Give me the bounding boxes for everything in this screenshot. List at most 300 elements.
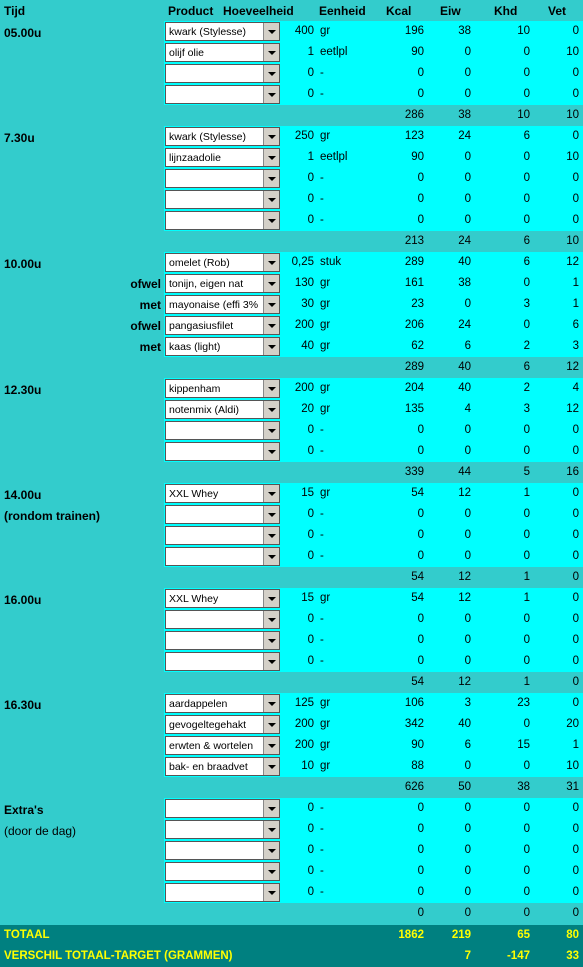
quantity-cell[interactable]: 1 bbox=[307, 46, 314, 58]
time-label: 16.00u bbox=[4, 593, 42, 607]
product-dropdown[interactable] bbox=[165, 337, 280, 356]
kcal-cell: 0 bbox=[417, 67, 424, 79]
khd-cell: 0 bbox=[523, 88, 530, 100]
kcal-cell: 90 bbox=[411, 151, 424, 163]
time-label: 05.00u bbox=[4, 26, 42, 40]
header-khd: Khd bbox=[494, 4, 518, 18]
sum-eiw: 12 bbox=[458, 571, 471, 583]
eiw-cell: 0 bbox=[464, 151, 471, 163]
unit-cell[interactable]: - bbox=[320, 886, 324, 898]
sum-vet: 31 bbox=[566, 781, 579, 793]
khd-cell: 0 bbox=[523, 760, 530, 772]
product-dropdown[interactable] bbox=[165, 862, 280, 881]
block-sum-row bbox=[0, 357, 583, 378]
kcal-cell: 0 bbox=[417, 844, 424, 856]
eiw-cell: 0 bbox=[464, 550, 471, 562]
sum-khd: 0 bbox=[523, 907, 530, 919]
product-dropdown[interactable] bbox=[165, 505, 280, 524]
chevron-down-icon[interactable] bbox=[263, 317, 279, 334]
vet-cell: 0 bbox=[572, 424, 579, 436]
unit-cell[interactable]: eetlpl bbox=[320, 151, 348, 163]
chevron-down-icon[interactable] bbox=[263, 443, 279, 460]
vet-cell: 0 bbox=[572, 508, 579, 520]
chevron-down-icon[interactable] bbox=[263, 716, 279, 733]
sum-kcal: 54 bbox=[411, 676, 424, 688]
unit-cell[interactable]: - bbox=[320, 172, 324, 184]
chevron-down-icon[interactable] bbox=[263, 380, 279, 397]
vet-cell: 0 bbox=[572, 214, 579, 226]
quantity-cell[interactable]: 20 bbox=[301, 403, 314, 415]
totaal-eiw: 219 bbox=[451, 929, 471, 941]
unit-cell[interactable]: gr bbox=[320, 25, 331, 37]
sum-khd: 38 bbox=[517, 781, 530, 793]
khd-cell: 3 bbox=[523, 403, 530, 415]
sum-vet: 10 bbox=[566, 109, 579, 121]
sum-khd: 1 bbox=[523, 571, 530, 583]
khd-cell: 10 bbox=[517, 25, 530, 37]
unit-cell[interactable]: gr bbox=[320, 319, 331, 331]
quantity-cell[interactable]: 0 bbox=[307, 613, 314, 625]
vet-cell: 0 bbox=[572, 802, 579, 814]
unit-cell[interactable]: gr bbox=[320, 718, 331, 730]
unit-cell[interactable]: - bbox=[320, 655, 324, 667]
product-dropdown[interactable] bbox=[165, 736, 280, 755]
chevron-down-icon[interactable] bbox=[263, 422, 279, 439]
vet-cell: 0 bbox=[572, 193, 579, 205]
unit-cell[interactable]: - bbox=[320, 823, 324, 835]
food-row bbox=[0, 189, 583, 210]
food-row bbox=[0, 609, 583, 630]
food-row bbox=[0, 21, 583, 42]
khd-cell: 0 bbox=[523, 46, 530, 58]
vet-cell: 4 bbox=[572, 382, 579, 394]
chevron-down-icon[interactable] bbox=[263, 758, 279, 775]
totaal-vet: 80 bbox=[566, 929, 579, 941]
khd-cell: 0 bbox=[523, 529, 530, 541]
product-dropdown[interactable] bbox=[165, 715, 280, 734]
vet-cell: 12 bbox=[566, 256, 579, 268]
food-row bbox=[0, 336, 583, 357]
kcal-cell: 90 bbox=[411, 46, 424, 58]
product-dropdown[interactable] bbox=[165, 694, 280, 713]
khd-cell: 0 bbox=[523, 844, 530, 856]
header-eiw: Eiw bbox=[440, 4, 461, 18]
product-dropdown[interactable] bbox=[165, 274, 280, 293]
quantity-cell[interactable]: 250 bbox=[294, 130, 314, 142]
food-row bbox=[0, 168, 583, 189]
food-row bbox=[0, 714, 583, 735]
product-dropdown[interactable] bbox=[165, 484, 280, 503]
kcal-cell: 54 bbox=[411, 592, 424, 604]
food-row bbox=[0, 315, 583, 336]
product-dropdown[interactable] bbox=[165, 169, 280, 188]
chevron-down-icon[interactable] bbox=[263, 506, 279, 523]
product-dropdown[interactable] bbox=[165, 127, 280, 146]
product-value: gevogeltegehakt bbox=[169, 719, 247, 731]
quantity-cell[interactable]: 0 bbox=[307, 865, 314, 877]
sum-eiw: 24 bbox=[458, 235, 471, 247]
quantity-cell[interactable]: 0 bbox=[307, 655, 314, 667]
product-dropdown[interactable] bbox=[165, 757, 280, 776]
eiw-cell: 0 bbox=[464, 844, 471, 856]
chevron-down-icon[interactable] bbox=[263, 212, 279, 229]
chevron-down-icon[interactable] bbox=[263, 149, 279, 166]
vet-cell: 10 bbox=[566, 46, 579, 58]
khd-cell: 3 bbox=[523, 298, 530, 310]
food-row bbox=[0, 840, 583, 861]
eiw-cell: 0 bbox=[464, 46, 471, 58]
quantity-cell[interactable]: 0 bbox=[307, 529, 314, 541]
kcal-cell: 0 bbox=[417, 613, 424, 625]
product-dropdown[interactable] bbox=[165, 316, 280, 335]
quantity-cell[interactable]: 400 bbox=[294, 25, 314, 37]
block-sum-row bbox=[0, 462, 583, 483]
product-dropdown[interactable] bbox=[165, 253, 280, 272]
header-vet: Vet bbox=[548, 4, 567, 18]
food-row bbox=[0, 735, 583, 756]
khd-cell: 1 bbox=[523, 592, 530, 604]
chevron-down-icon[interactable] bbox=[263, 821, 279, 838]
eiw-cell: 0 bbox=[464, 865, 471, 877]
vet-cell: 10 bbox=[566, 760, 579, 772]
product-value: omelet (Rob) bbox=[169, 257, 230, 269]
eiw-cell: 0 bbox=[464, 613, 471, 625]
unit-cell[interactable]: eetlpl bbox=[320, 46, 348, 58]
chevron-down-icon[interactable] bbox=[263, 485, 279, 502]
quantity-cell[interactable]: 0 bbox=[307, 823, 314, 835]
unit-cell[interactable]: gr bbox=[320, 739, 331, 751]
sum-kcal: 54 bbox=[411, 571, 424, 583]
chevron-down-icon[interactable] bbox=[263, 590, 279, 607]
product-dropdown[interactable] bbox=[165, 526, 280, 545]
product-value: kaas (light) bbox=[169, 341, 221, 353]
product-value: kippenham bbox=[169, 383, 221, 395]
product-dropdown[interactable] bbox=[165, 589, 280, 608]
unit-cell[interactable]: - bbox=[320, 214, 324, 226]
unit-cell[interactable]: - bbox=[320, 445, 324, 457]
eiw-cell: 6 bbox=[464, 340, 471, 352]
block-sum-row bbox=[0, 672, 583, 693]
product-dropdown[interactable] bbox=[165, 799, 280, 818]
unit-cell[interactable]: gr bbox=[320, 760, 331, 772]
unit-cell[interactable]: gr bbox=[320, 592, 331, 604]
unit-cell[interactable]: gr bbox=[320, 277, 331, 289]
chevron-down-icon[interactable] bbox=[263, 611, 279, 628]
unit-cell[interactable]: gr bbox=[320, 403, 331, 415]
vet-cell: 0 bbox=[572, 67, 579, 79]
eiw-cell: 3 bbox=[464, 697, 471, 709]
sum-khd: 10 bbox=[517, 109, 530, 121]
unit-cell[interactable]: - bbox=[320, 88, 324, 100]
chevron-down-icon[interactable] bbox=[263, 128, 279, 145]
quantity-cell[interactable]: 1 bbox=[307, 151, 314, 163]
product-dropdown[interactable] bbox=[165, 400, 280, 419]
chevron-down-icon[interactable] bbox=[263, 44, 279, 61]
khd-cell: 2 bbox=[523, 340, 530, 352]
eiw-cell: 40 bbox=[458, 718, 471, 730]
food-row bbox=[0, 378, 583, 399]
quantity-cell[interactable]: 0 bbox=[307, 802, 314, 814]
quantity-cell[interactable]: 200 bbox=[294, 319, 314, 331]
sum-kcal: 213 bbox=[404, 235, 424, 247]
quantity-cell[interactable]: 0 bbox=[307, 550, 314, 562]
eiw-cell: 38 bbox=[458, 277, 471, 289]
column-header-row bbox=[0, 0, 583, 21]
kcal-cell: 0 bbox=[417, 529, 424, 541]
kcal-cell: 54 bbox=[411, 487, 424, 499]
eiw-cell: 40 bbox=[458, 256, 471, 268]
chevron-down-icon[interactable] bbox=[263, 800, 279, 817]
quantity-cell[interactable]: 200 bbox=[294, 739, 314, 751]
chevron-down-icon[interactable] bbox=[263, 632, 279, 649]
header-eenheid: Eenheid bbox=[319, 4, 366, 18]
sum-khd: 6 bbox=[523, 361, 530, 373]
unit-cell[interactable]: - bbox=[320, 844, 324, 856]
eiw-cell: 0 bbox=[464, 634, 471, 646]
vet-cell: 0 bbox=[572, 550, 579, 562]
unit-cell[interactable]: gr bbox=[320, 382, 331, 394]
header-kcal: Kcal bbox=[386, 4, 412, 18]
food-row bbox=[0, 861, 583, 882]
quantity-cell[interactable]: 0 bbox=[307, 844, 314, 856]
quantity-cell[interactable]: 0 bbox=[307, 886, 314, 898]
unit-cell[interactable]: - bbox=[320, 508, 324, 520]
sum-vet: 12 bbox=[566, 361, 579, 373]
eiw-cell: 0 bbox=[464, 424, 471, 436]
product-dropdown[interactable] bbox=[165, 841, 280, 860]
sum-vet: 0 bbox=[572, 676, 579, 688]
product-dropdown[interactable] bbox=[165, 379, 280, 398]
time-label: Extra's bbox=[4, 803, 44, 817]
unit-cell[interactable]: - bbox=[320, 550, 324, 562]
product-dropdown[interactable] bbox=[165, 85, 280, 104]
vet-cell: 0 bbox=[572, 886, 579, 898]
sum-vet: 16 bbox=[566, 466, 579, 478]
header-hoeveelheid: Hoeveelheid bbox=[223, 4, 294, 18]
kcal-cell: 342 bbox=[404, 718, 424, 730]
quantity-cell[interactable]: 0 bbox=[307, 88, 314, 100]
kcal-cell: 90 bbox=[411, 739, 424, 751]
quantity-cell[interactable]: 200 bbox=[294, 382, 314, 394]
unit-cell[interactable]: - bbox=[320, 865, 324, 877]
quantity-cell[interactable]: 15 bbox=[301, 592, 314, 604]
sum-khd: 6 bbox=[523, 235, 530, 247]
vet-cell: 0 bbox=[572, 697, 579, 709]
quantity-cell[interactable]: 0 bbox=[307, 193, 314, 205]
khd-cell: 0 bbox=[523, 214, 530, 226]
unit-cell[interactable]: - bbox=[320, 193, 324, 205]
chevron-down-icon[interactable] bbox=[263, 653, 279, 670]
unit-cell[interactable]: - bbox=[320, 634, 324, 646]
sum-vet: 0 bbox=[572, 571, 579, 583]
quantity-cell[interactable]: 0 bbox=[307, 445, 314, 457]
chevron-down-icon[interactable] bbox=[263, 23, 279, 40]
vet-cell: 0 bbox=[572, 613, 579, 625]
sum-vet: 10 bbox=[566, 235, 579, 247]
unit-cell[interactable]: - bbox=[320, 67, 324, 79]
vet-cell: 0 bbox=[572, 88, 579, 100]
food-row bbox=[0, 147, 583, 168]
chevron-down-icon[interactable] bbox=[263, 191, 279, 208]
quantity-cell[interactable]: 0 bbox=[307, 214, 314, 226]
vet-cell: 0 bbox=[572, 25, 579, 37]
khd-cell: 0 bbox=[523, 151, 530, 163]
unit-cell[interactable]: gr bbox=[320, 298, 331, 310]
eiw-cell: 0 bbox=[464, 193, 471, 205]
product-dropdown[interactable] bbox=[165, 820, 280, 839]
product-dropdown[interactable] bbox=[165, 652, 280, 671]
unit-cell[interactable]: gr bbox=[320, 340, 331, 352]
sum-kcal: 0 bbox=[417, 907, 424, 919]
kcal-cell: 23 bbox=[411, 298, 424, 310]
food-row bbox=[0, 630, 583, 651]
eiw-cell: 0 bbox=[464, 298, 471, 310]
totaal-kcal: 1862 bbox=[398, 929, 424, 941]
time-label: 14.00u bbox=[4, 488, 42, 502]
kcal-cell: 135 bbox=[404, 403, 424, 415]
time-label: 16.30u bbox=[4, 698, 42, 712]
vet-cell: 0 bbox=[572, 634, 579, 646]
chevron-down-icon[interactable] bbox=[263, 863, 279, 880]
quantity-cell[interactable]: 0 bbox=[307, 424, 314, 436]
unit-cell[interactable]: - bbox=[320, 613, 324, 625]
quantity-cell[interactable]: 30 bbox=[301, 298, 314, 310]
time-sublabel: (door de dag) bbox=[4, 824, 77, 838]
time-label: 12.30u bbox=[4, 383, 42, 397]
khd-cell: 23 bbox=[517, 697, 530, 709]
quantity-cell[interactable]: 15 bbox=[301, 487, 314, 499]
chevron-down-icon[interactable] bbox=[263, 695, 279, 712]
quantity-cell[interactable]: 200 bbox=[294, 718, 314, 730]
kcal-cell: 106 bbox=[404, 697, 424, 709]
chevron-down-icon[interactable] bbox=[263, 254, 279, 271]
unit-cell[interactable]: - bbox=[320, 424, 324, 436]
quantity-cell[interactable]: 0,25 bbox=[291, 256, 314, 268]
product-dropdown[interactable] bbox=[165, 631, 280, 650]
product-dropdown[interactable] bbox=[165, 22, 280, 41]
khd-cell: 0 bbox=[523, 277, 530, 289]
food-row bbox=[0, 273, 583, 294]
quantity-cell[interactable]: 0 bbox=[307, 67, 314, 79]
kcal-cell: 0 bbox=[417, 550, 424, 562]
chevron-down-icon[interactable] bbox=[263, 842, 279, 859]
sum-kcal: 339 bbox=[404, 466, 424, 478]
vet-cell: 0 bbox=[572, 844, 579, 856]
kcal-cell: 161 bbox=[404, 277, 424, 289]
unit-cell[interactable]: - bbox=[320, 529, 324, 541]
eiw-cell: 0 bbox=[464, 88, 471, 100]
product-dropdown[interactable] bbox=[165, 547, 280, 566]
vet-cell: 1 bbox=[572, 739, 579, 751]
kcal-cell: 0 bbox=[417, 655, 424, 667]
product-dropdown[interactable] bbox=[165, 442, 280, 461]
kcal-cell: 0 bbox=[417, 172, 424, 184]
eiw-cell: 12 bbox=[458, 487, 471, 499]
quantity-cell[interactable]: 40 bbox=[301, 340, 314, 352]
quantity-cell[interactable]: 10 bbox=[301, 760, 314, 772]
chevron-down-icon[interactable] bbox=[263, 884, 279, 901]
unit-cell[interactable]: gr bbox=[320, 487, 331, 499]
vet-cell: 0 bbox=[572, 445, 579, 457]
food-row bbox=[0, 42, 583, 63]
unit-cell[interactable]: gr bbox=[320, 130, 331, 142]
vet-cell: 20 bbox=[566, 718, 579, 730]
food-row bbox=[0, 819, 583, 840]
khd-cell: 0 bbox=[523, 655, 530, 667]
eiw-cell: 0 bbox=[464, 886, 471, 898]
block-sum-row bbox=[0, 105, 583, 126]
khd-cell: 0 bbox=[523, 886, 530, 898]
food-row bbox=[0, 126, 583, 147]
chevron-down-icon[interactable] bbox=[263, 86, 279, 103]
kcal-cell: 62 bbox=[411, 340, 424, 352]
eiw-cell: 4 bbox=[464, 403, 471, 415]
quantity-cell[interactable]: 0 bbox=[307, 508, 314, 520]
chevron-down-icon[interactable] bbox=[263, 275, 279, 292]
chevron-down-icon[interactable] bbox=[263, 65, 279, 82]
chevron-down-icon[interactable] bbox=[263, 170, 279, 187]
product-dropdown[interactable] bbox=[165, 610, 280, 629]
product-dropdown[interactable] bbox=[165, 211, 280, 230]
conjunction-label: ofwel bbox=[130, 277, 161, 291]
block-sum-row bbox=[0, 231, 583, 252]
product-dropdown[interactable] bbox=[165, 883, 280, 902]
unit-cell[interactable]: stuk bbox=[320, 256, 342, 268]
quantity-cell[interactable]: 130 bbox=[294, 277, 314, 289]
eiw-cell: 0 bbox=[464, 823, 471, 835]
product-dropdown[interactable] bbox=[165, 421, 280, 440]
food-row bbox=[0, 63, 583, 84]
chevron-down-icon[interactable] bbox=[263, 548, 279, 565]
chevron-down-icon[interactable] bbox=[263, 527, 279, 544]
vet-cell: 12 bbox=[566, 403, 579, 415]
chevron-down-icon[interactable] bbox=[263, 737, 279, 754]
food-row bbox=[0, 756, 583, 777]
khd-cell: 0 bbox=[523, 508, 530, 520]
eiw-cell: 0 bbox=[464, 67, 471, 79]
verschil-khd: -147 bbox=[506, 950, 530, 962]
food-row bbox=[0, 483, 583, 504]
kcal-cell: 0 bbox=[417, 88, 424, 100]
conjunction-label: met bbox=[139, 298, 161, 312]
chevron-down-icon[interactable] bbox=[263, 296, 279, 313]
header-product: Product bbox=[168, 4, 214, 18]
quantity-cell[interactable]: 125 bbox=[294, 697, 314, 709]
khd-cell: 0 bbox=[523, 634, 530, 646]
khd-cell: 0 bbox=[523, 193, 530, 205]
khd-cell: 0 bbox=[523, 823, 530, 835]
eiw-cell: 0 bbox=[464, 802, 471, 814]
food-row bbox=[0, 693, 583, 714]
quantity-cell[interactable]: 0 bbox=[307, 172, 314, 184]
unit-cell[interactable]: gr bbox=[320, 697, 331, 709]
product-dropdown[interactable] bbox=[165, 295, 280, 314]
quantity-cell[interactable]: 0 bbox=[307, 634, 314, 646]
unit-cell[interactable]: - bbox=[320, 802, 324, 814]
verschil-vet: 33 bbox=[566, 950, 579, 962]
product-dropdown[interactable] bbox=[165, 190, 280, 209]
chevron-down-icon[interactable] bbox=[263, 338, 279, 355]
totaal-label: TOTAAL bbox=[4, 929, 50, 941]
eiw-cell: 0 bbox=[464, 172, 471, 184]
sum-eiw: 38 bbox=[458, 109, 471, 121]
product-dropdown[interactable] bbox=[165, 43, 280, 62]
product-dropdown[interactable] bbox=[165, 64, 280, 83]
khd-cell: 0 bbox=[523, 445, 530, 457]
chevron-down-icon[interactable] bbox=[263, 401, 279, 418]
product-dropdown[interactable] bbox=[165, 148, 280, 167]
food-row bbox=[0, 252, 583, 273]
